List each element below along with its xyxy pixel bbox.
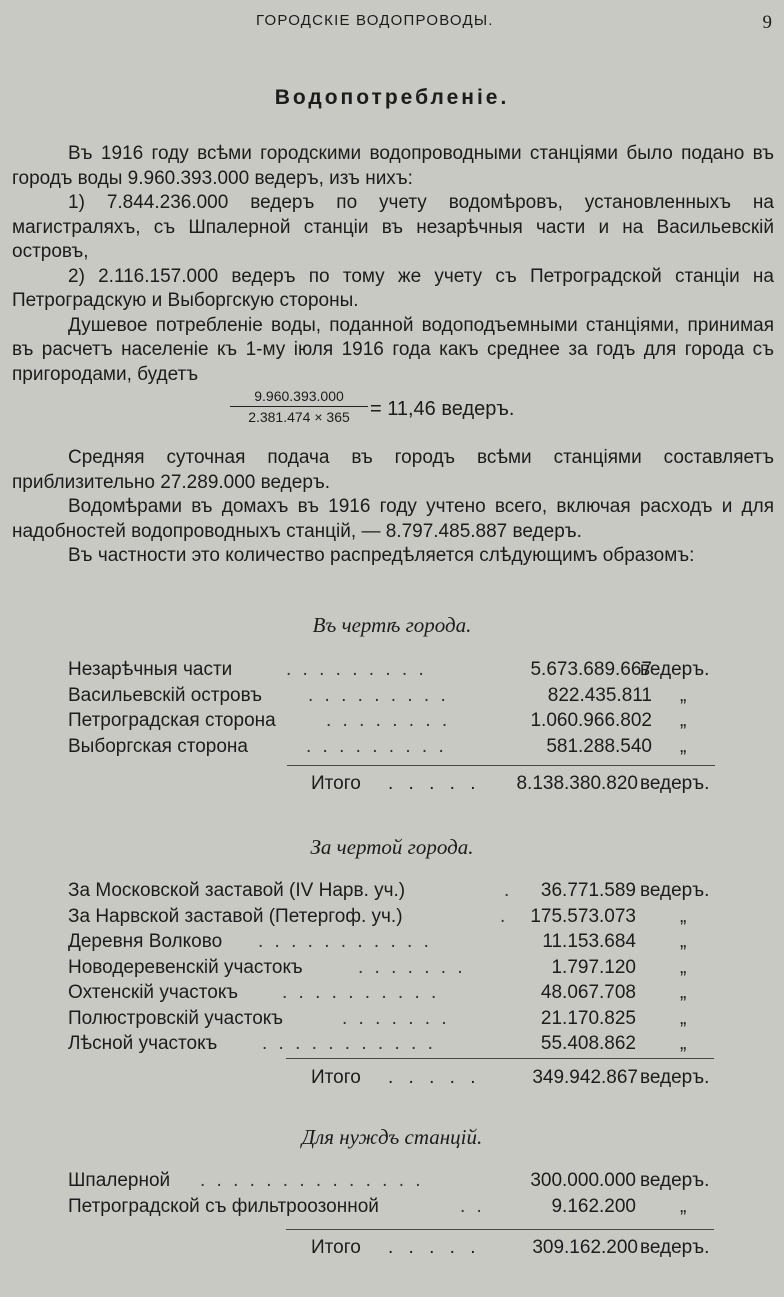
page-number: 9 [762, 12, 772, 33]
row-unit: „ [680, 905, 687, 927]
paragraph: Душевое потребленіе воды, поданной водоподъемными станціями, принимая въ расчетъ населеніе къ 1-му іюля 1916 года какъ среднее за годъ для города съ пригородами, будетъ [12, 314, 774, 385]
row-unit: ведеръ. [640, 659, 710, 680]
row-unit: „ [680, 956, 687, 978]
total-unit: ведеръ. [640, 773, 710, 794]
table-row [68, 734, 768, 760]
leader-dots: . . . . . . . . . [306, 735, 447, 757]
table-city [68, 657, 768, 759]
row-value: 581.288.540 [546, 735, 652, 757]
total-value: 309.162.200 [532, 1237, 638, 1258]
leader-dots: . [504, 880, 513, 901]
intro-paragraphs [12, 142, 774, 387]
row-unit: „ [680, 710, 687, 731]
fraction-numerator: 9.960.393.000 [230, 388, 368, 407]
row-unit: „ [680, 931, 687, 952]
row-unit: „ [680, 1195, 687, 1217]
total-label: Итого [311, 1237, 361, 1258]
leader-dots: . . . . . . . . [326, 710, 451, 731]
row-label: Выборгская сторона [68, 735, 248, 757]
leader-dots: . . . . . [388, 773, 481, 794]
table-row [68, 708, 768, 734]
total-unit: ведеръ. [640, 1067, 710, 1088]
paragraph: Въ частности это количество распредѣляется слѣдующимъ образомъ: [68, 545, 695, 566]
leader-dots: . . . . . . . . . . . [258, 931, 432, 952]
row-label: Петроградская сторона [68, 710, 276, 731]
table-row [68, 955, 768, 981]
row-unit: ведеръ. [640, 1170, 710, 1191]
row-label: Охтенскій участокъ [68, 982, 239, 1003]
row-value: 175.573.073 [530, 905, 636, 927]
leader-dots: . . . . . [388, 1237, 481, 1258]
fraction [230, 388, 368, 425]
table-stations [68, 1168, 768, 1219]
row-unit: „ [680, 1007, 687, 1029]
table-outside [68, 878, 768, 1057]
row-value: 300.000.000 [530, 1170, 636, 1191]
row-label: Незарѣчныя части [68, 659, 233, 680]
leader-dots: . . . . . . . . . [308, 684, 449, 706]
followup-paragraphs [12, 446, 774, 569]
row-unit: „ [680, 684, 687, 706]
leader-dots: . . . . . . . . . . . [262, 1033, 436, 1054]
table-row [68, 980, 768, 1006]
row-value: 55.408.862 [540, 1033, 636, 1054]
row-value: 48.067.708 [540, 982, 636, 1003]
row-label: Шпалерной [68, 1170, 171, 1191]
paragraph: Средняя суточная подача въ городъ всѣми станціями составляетъ приблизительно 27.289.000 ведеръ. [12, 447, 774, 493]
row-value: 36.771.589 [540, 880, 636, 901]
formula-result: = 11,46 ведеръ. [370, 398, 515, 420]
row-label: Васильевскій островъ [68, 684, 262, 706]
leader-dots: . . . . . . . . . . [282, 982, 440, 1003]
table-row [68, 1168, 768, 1194]
row-value: 5.673.689.667 [530, 659, 652, 680]
row-label: Петроградской съ фильтроозонной [68, 1195, 379, 1217]
row-value: 822.435.811 [547, 684, 652, 706]
leader-dots: . [500, 905, 509, 927]
total-row [0, 773, 784, 799]
paragraph: Водомѣрами въ домахъ въ 1916 году учтено всего, включая расходъ и для надобностей водопроводныхъ станцій, — 8.797.485.887 ведеръ. [12, 496, 774, 542]
sum-rule [286, 1058, 714, 1059]
row-value: 1.060.966.802 [530, 710, 652, 731]
table-row [68, 657, 768, 683]
total-row [0, 1237, 784, 1263]
row-label: Деревня Волково [68, 931, 223, 952]
paragraph: 1) 7.844.236.000 ведеръ по учету водомѣровъ, установленныхъ на магистраляхъ, съ Шпалерной станціи въ незарѣчныя части и на Васильевскій островъ, [12, 192, 774, 262]
table-row [68, 904, 768, 930]
leader-dots: . . . . . . . [342, 1007, 450, 1029]
row-unit: „ [680, 735, 687, 757]
subsection-title-city: Въ чертѣ города. [312, 613, 472, 637]
row-label: Новодеревенскій участокъ [68, 956, 303, 978]
table-row [68, 683, 768, 709]
row-unit: „ [680, 1033, 687, 1054]
row-unit: „ [680, 982, 687, 1003]
total-value: 8.138.380.820 [516, 773, 638, 794]
row-label: За Нарвской заставой (Петергоф. уч.) [68, 905, 403, 927]
leader-dots: . . [460, 1195, 485, 1217]
subsection-title-stations: Для нуждъ станцій. [301, 1125, 483, 1149]
paragraph: 2) 2.116.157.000 ведеръ по тому же учету съ Петроградской станціи на Петроградскую и Выборгскую стороны. [12, 265, 774, 311]
leader-dots: . . . . . . . . . . . . . . [200, 1170, 424, 1191]
total-value: 349.942.867 [532, 1067, 638, 1088]
total-label: Итого [311, 1067, 361, 1088]
table-row [68, 1006, 768, 1032]
table-row [68, 1031, 768, 1057]
row-value: 11.153.684 [542, 931, 636, 952]
row-unit: ведеръ. [640, 880, 710, 901]
leader-dots: . . . . . [388, 1067, 481, 1088]
sum-rule [287, 765, 715, 766]
table-row [68, 878, 768, 904]
row-label: За Московской заставой (IV Нарв. уч.) [68, 880, 406, 901]
total-unit: ведеръ. [640, 1237, 710, 1258]
leader-dots: . . . . . . . . . [286, 659, 427, 680]
row-label: Полюстровскій участокъ [68, 1007, 283, 1029]
table-row [68, 1194, 768, 1220]
row-value: 1.797.120 [551, 956, 636, 978]
section-title: Водопотребленіе. [274, 86, 510, 109]
sum-rule [286, 1229, 714, 1230]
page-header [0, 12, 784, 36]
running-title: ГОРОДСКІЕ ВОДОПРОВОДЫ. [256, 12, 494, 29]
row-label: Лѣсной участокъ [68, 1033, 218, 1054]
row-value: 21.170.825 [540, 1007, 636, 1029]
row-value: 9.162.200 [551, 1195, 636, 1217]
leader-dots: . . . . . . . [358, 956, 466, 978]
subsection-title-outside: За чертой города. [310, 835, 474, 859]
paragraph: Въ 1916 году всѣми городскими водопроводными станціями было подано въ городъ воды 9.960.393.000 ведеръ, изъ нихъ: [12, 143, 774, 189]
total-row [0, 1067, 784, 1093]
table-row [68, 929, 768, 955]
fraction-denominator: 2.381.474 × 365 [248, 409, 350, 425]
total-label: Итого [311, 773, 361, 794]
